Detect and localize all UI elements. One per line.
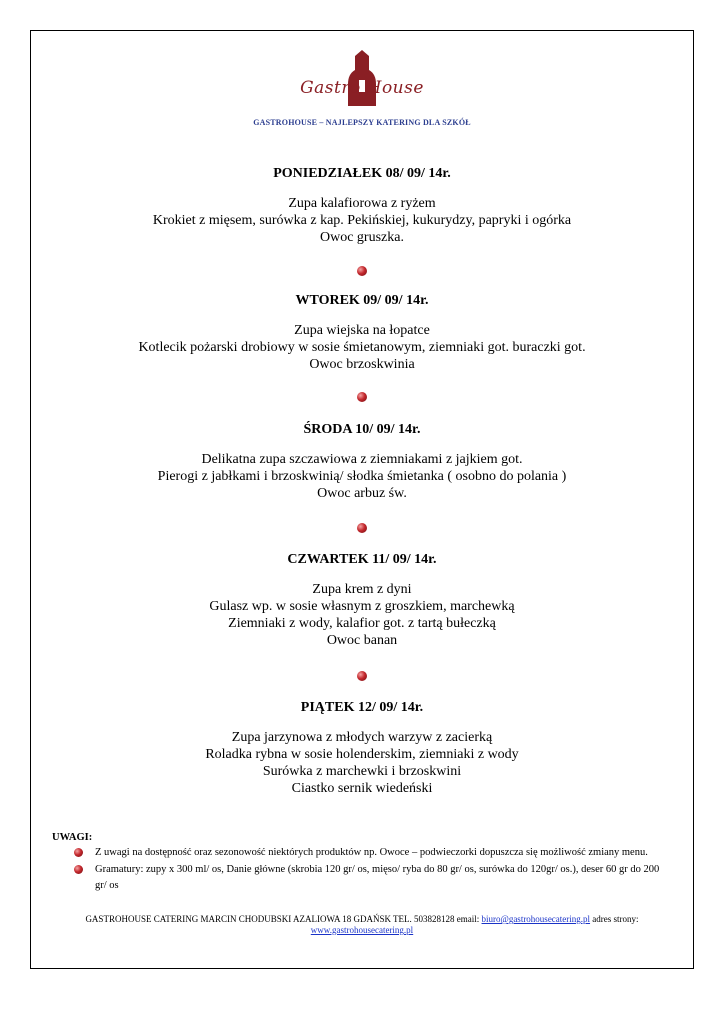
footer-site-label: adres strony: bbox=[590, 914, 639, 924]
website-link[interactable]: www.gastrohousecatering.pl bbox=[310, 925, 414, 935]
dish: Pierogi z jabłkami i brzoskwinią/ słodka śmietanka ( osobno do polania ) bbox=[157, 469, 567, 484]
footer-address: GASTROHOUSE CATERING MARCIN CHODUBSKI AZALIOWA 18 GDAŃSK TEL. 503828128 email: bbox=[85, 914, 482, 924]
dish: Krokiet z mięsem, surówka z kap. Pekińskiej, kukurydzy, papryki i ogórka bbox=[152, 213, 572, 228]
logo-text: Gastro House bbox=[300, 78, 424, 98]
bullet-icon bbox=[74, 848, 83, 857]
note-text: Gramatury: zupy x 300 ml/ os, Danie główne (skrobia 120 gr/ os, mięso/ ryba do 80 gr/ os, surówka do 120gr/ os.), deser 60 gr do 200 gr/ os bbox=[95, 864, 660, 891]
notes-title: UWAGI: bbox=[52, 832, 93, 843]
day-title: WTOREK 09/ 09/ 14r. bbox=[295, 293, 429, 308]
dish: Ziemniaki z wody, kalafior got. z tartą bułeczką bbox=[228, 616, 496, 631]
day-title: PIĄTEK 12/ 09/ 14r. bbox=[300, 700, 424, 715]
dish: Owoc arbuz św. bbox=[317, 486, 407, 501]
note-item bbox=[52, 845, 672, 861]
dish: Kotlecik pożarski drobiowy w sosie śmietanowym, ziemniaki got. buraczki got. bbox=[138, 340, 586, 355]
dish: Zupa kalafiorowa z ryżem bbox=[288, 196, 436, 211]
note-item bbox=[52, 862, 672, 894]
day-thursday bbox=[0, 551, 724, 649]
dish: Owoc gruszka. bbox=[320, 230, 404, 245]
email-link[interactable]: biuro@gastrohousecatering.pl bbox=[481, 914, 591, 924]
notes-section bbox=[52, 832, 672, 895]
dish: Delikatna zupa szczawiowa z ziemniakami z jajkiem got. bbox=[201, 452, 523, 467]
bullet-icon bbox=[357, 266, 367, 276]
day-title: ŚRODA 10/ 09/ 14r. bbox=[303, 422, 421, 437]
bullet-icon bbox=[74, 865, 83, 874]
bullet-icon bbox=[357, 671, 367, 681]
day-tuesday bbox=[0, 292, 724, 373]
dish: Roladka rybna w sosie holenderskim, ziemniaki z wody bbox=[205, 747, 519, 762]
dish: Owoc banan bbox=[326, 633, 398, 648]
dish: Zupa krem z dyni bbox=[312, 582, 412, 597]
dish: Gulasz wp. w sosie własnym z groszkiem, marchewką bbox=[209, 599, 515, 614]
note-text: Z uwagi na dostępność oraz sezonowość niektórych produktów np. Owoce – podwieczorki dopuszcza się możliwość zmiany menu. bbox=[95, 847, 648, 858]
bullet-icon bbox=[357, 523, 367, 533]
bullet-icon bbox=[357, 392, 367, 402]
day-title: PONIEDZIAŁEK 08/ 09/ 14r. bbox=[273, 166, 451, 181]
tagline: GASTROHOUSE – NAJLEPSZY KATERING DLA SZKÓŁ bbox=[253, 118, 471, 127]
dish: Zupa jarzynowa z młodych warzyw z zacierką bbox=[231, 730, 493, 745]
footer bbox=[40, 914, 684, 936]
day-wednesday bbox=[0, 421, 724, 502]
dish: Surówka z marchewki i brzoskwini bbox=[262, 764, 462, 779]
dish: Zupa wiejska na łopatce bbox=[294, 323, 430, 338]
day-title: CZWARTEK 11/ 09/ 14r. bbox=[287, 552, 437, 567]
dish: Owoc brzoskwinia bbox=[309, 357, 415, 372]
day-monday bbox=[0, 165, 724, 246]
gastro-house-logo bbox=[300, 50, 424, 110]
day-friday bbox=[0, 699, 724, 797]
dish: Ciastko sernik wiedeński bbox=[291, 781, 433, 796]
